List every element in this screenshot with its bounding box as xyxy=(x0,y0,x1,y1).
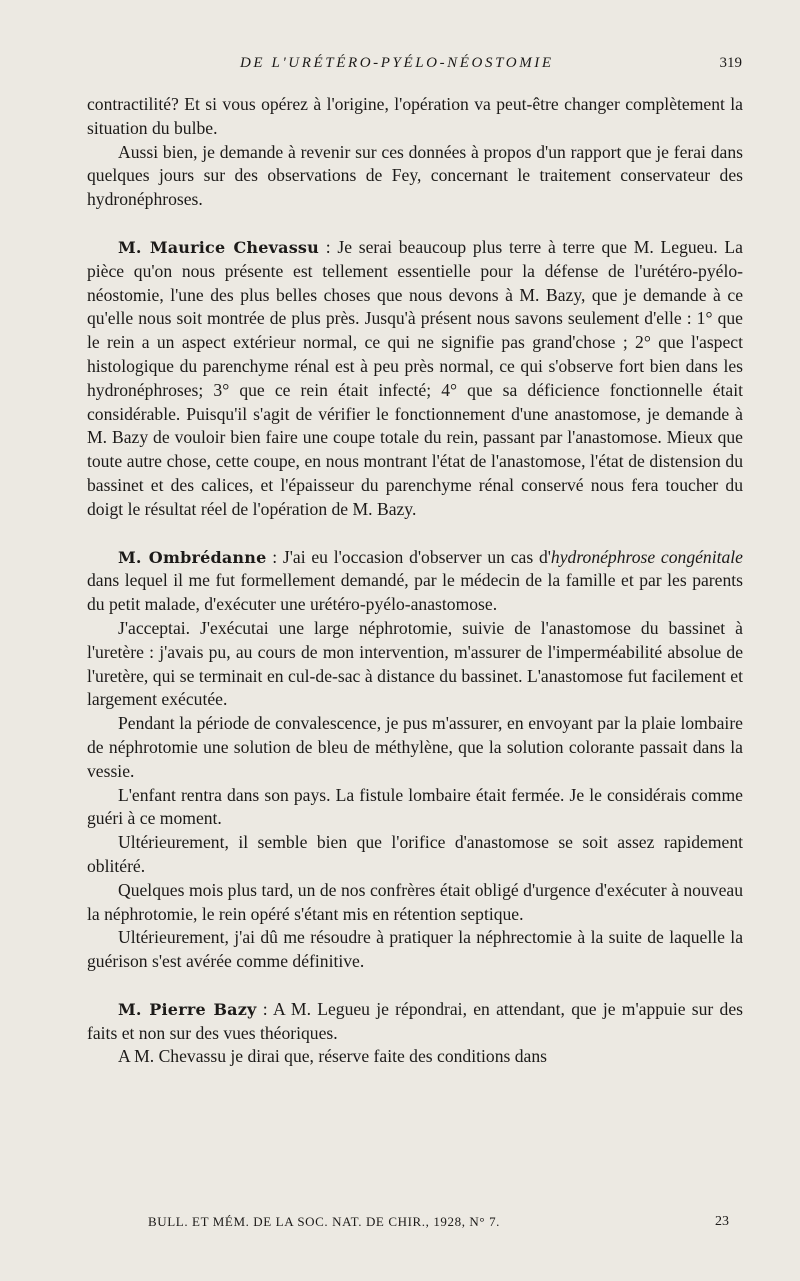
paragraph-chevassu xyxy=(87,236,743,522)
paragraph: Aussi bien, je demande à revenir sur ces données à propos d'un rapport que je ferai dans quelques jours sur des observations de Fey, concernant le traitement conservateur des hydronéphroses. xyxy=(87,141,743,210)
journal-citation: BULL. ET MÉM. DE LA SOC. NAT. DE CHIR., 1928, N° 7. xyxy=(148,1214,501,1229)
paragraph: Ultérieurement, il semble bien que l'orifice d'anastomose se soit assez rapidement oblitéré. xyxy=(87,832,743,876)
paragraph-bazy xyxy=(87,998,743,1046)
paragraph: L'enfant rentra dans son pays. La fistule lombaire était fermée. Je le considérais comme guéri à ce moment. xyxy=(87,784,743,829)
page-number: 319 xyxy=(719,55,742,71)
speech-text: dans lequel il me fut formellement demandé, par le médecin de la famille et par les parents du petit malade, d'exécuter une urétéro-pyélo-anastomose. xyxy=(87,570,743,615)
speaker-name: M. Pierre Bazy xyxy=(118,999,257,1019)
speaker-name: M. Maurice Chevassu xyxy=(118,237,319,257)
paragraph: A M. Chevassu je dirai que, réserve faite des conditions dans xyxy=(118,1046,547,1067)
paragraph: contractilité? Et si vous opérez à l'origine, l'opération va peut-être changer complètement la situation du bulbe. xyxy=(87,94,743,138)
body-text xyxy=(87,93,743,1069)
speaker-name: M. Ombrédanne xyxy=(118,547,267,567)
page-footer xyxy=(0,1214,800,1236)
speech-text: : Je serai beaucoup plus terre à terre que M. Legueu. La pièce qu'on nous présente est tellement essentielle pour la défense de l'urétéro-pyélo-néostomie, l'une des plus belles choses que nous devons à M. Bazy, que je demande à ce qu'elle nous soit montrée de plus près. Jusqu'à présent nous savons seulement d'elle : 1° que le rein a un aspect extérieur normal, ce qui ne signifie pas grand'chose ; 2° que l'aspect histologique du parenchyme rénal est à peu près normal, ce qui s'observe fort bien dans les hydronéphroses; 3° que ce rein était infecté; 4° que sa déficience fonctionnelle était considérable. Puisqu'il s'agit de vérifier le fonctionnement d'une anastomose, je demande à M. Bazy de vouloir bien faire une coupe totale du rein, passant par l'anastomose. Mieux que toute autre chose, cette coupe, en nous montrant l'état de l'anastomose, l'état de distension du bassinet et des calices, et l'épaisseur du parenchyme rénal conservé nous fera toucher du doigt le résultat réel de l'opération de M. Bazy. xyxy=(87,236,743,519)
paragraph: Ultérieurement, j'ai dû me résoudre à pratiquer la néphrectomie à la suite de laquelle la guérison s'est avérée comme définitive. xyxy=(87,927,743,972)
paragraph: Pendant la période de convalescence, je pus m'assurer, en envoyant par la plaie lombaire de néphrotomie une solution de bleu de méthylène, que la solution colorante passait dans la vessie. xyxy=(87,713,743,781)
paragraph-ombredanne xyxy=(87,546,743,617)
paragraph: Quelques mois plus tard, un de nos confrères était obligé d'urgence d'exécuter à nouveau la néphrotomie, le rein opéré s'étant mis en rétention septique. xyxy=(87,879,743,924)
paragraph: J'acceptai. J'exécutai une large néphrotomie, suivie de l'anastomose du bassinet à l'uretère : j'avais pu, au cours de mon intervention, m'assurer de l'imperméabilité absolue de l'uretère, qui se terminait en cul-de-sac à distance du bassinet. L'anastomose fut facilement et largement exécutée. xyxy=(87,617,743,710)
speech-text: : A M. Legueu je répondrai, en attendant, que je m'appuie sur des faits et non sur des vues théoriques. xyxy=(87,998,743,1043)
speech-text: : J'ai eu l'occasion d'observer un cas d' xyxy=(266,546,551,567)
italic-term: hydronéphrose congénitale xyxy=(550,546,743,567)
signature-mark: 23 xyxy=(715,1214,729,1229)
running-head xyxy=(0,55,800,79)
running-title: DE L'URÉTÉRO-PYÉLO-NÉOSTOMIE xyxy=(240,55,554,71)
